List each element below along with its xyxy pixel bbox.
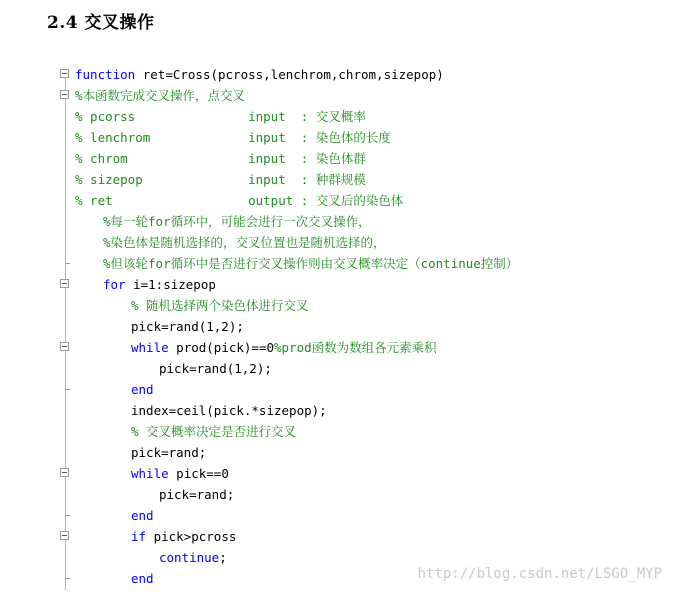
code-line bbox=[0, 484, 674, 505]
code-comment: %但该轮for循环中是否进行交叉操作则由交叉概率决定（continue控制） bbox=[103, 256, 519, 271]
code-text bbox=[159, 547, 227, 568]
code-comment: % sizepop input : 种群规模 bbox=[75, 172, 366, 187]
code-line bbox=[0, 64, 674, 85]
code-text bbox=[131, 505, 154, 526]
code-line bbox=[0, 232, 674, 253]
code-keyword: function bbox=[75, 67, 136, 82]
code-line bbox=[0, 400, 674, 421]
fold-toggle-icon[interactable] bbox=[60, 90, 69, 99]
code-line bbox=[0, 463, 674, 484]
code-line bbox=[0, 379, 674, 400]
code-line bbox=[0, 190, 674, 211]
code-text bbox=[103, 211, 371, 232]
code-text bbox=[103, 274, 216, 295]
section-heading: 2.4 交叉操作 bbox=[47, 13, 155, 33]
code-line bbox=[0, 316, 674, 337]
fold-end-marker bbox=[65, 515, 70, 516]
code-line bbox=[0, 127, 674, 148]
code-text bbox=[131, 379, 154, 400]
code-text bbox=[159, 358, 272, 379]
code-comment: %本函数完成交叉操作，点交叉 bbox=[75, 88, 246, 103]
watermark-url: http://blog.csdn.net/LSGO_MYP bbox=[417, 566, 662, 582]
code-keyword: while bbox=[131, 466, 169, 481]
code-keyword: if bbox=[131, 529, 147, 544]
code-line bbox=[0, 169, 674, 190]
code-text bbox=[131, 316, 244, 337]
code-text bbox=[103, 253, 518, 274]
fold-toggle-icon[interactable] bbox=[60, 342, 69, 351]
code-line bbox=[0, 526, 674, 547]
fold-end-marker bbox=[65, 389, 70, 390]
code-text bbox=[75, 169, 366, 190]
code-comment: % ret output : 交叉后的染色体 bbox=[75, 193, 404, 208]
code-keyword: end bbox=[131, 508, 154, 523]
code-comment: %染色体是随机选择的，交叉位置也是随机选择的， bbox=[103, 235, 386, 250]
code-line bbox=[0, 274, 674, 295]
code-line bbox=[0, 505, 674, 526]
code-text bbox=[103, 232, 386, 253]
code-keyword: while bbox=[131, 340, 169, 355]
code-line bbox=[0, 442, 674, 463]
code-text bbox=[131, 568, 154, 589]
code-token: ret=Cross(pcross,lenchrom,chrom,sizepop) bbox=[135, 67, 444, 82]
code-token: pick=rand; bbox=[131, 445, 207, 460]
code-keyword: end bbox=[131, 382, 154, 397]
code-line bbox=[0, 85, 674, 106]
fold-toggle-icon[interactable] bbox=[60, 531, 69, 540]
code-comment: % pcorss input : 交叉概率 bbox=[75, 109, 366, 124]
code-block bbox=[0, 64, 674, 589]
code-text bbox=[75, 127, 391, 148]
code-text bbox=[131, 337, 437, 358]
code-line bbox=[0, 358, 674, 379]
code-comment: % 随机选择两个染色体进行交叉 bbox=[131, 298, 309, 313]
code-text bbox=[131, 295, 309, 316]
code-token: index=ceil(pick.*sizepop); bbox=[131, 403, 327, 418]
code-text bbox=[131, 463, 229, 484]
code-line bbox=[0, 253, 674, 274]
code-keyword: for bbox=[103, 277, 126, 292]
fold-toggle-icon[interactable] bbox=[60, 69, 69, 78]
code-token: ; bbox=[219, 550, 227, 565]
code-text bbox=[131, 526, 236, 547]
code-text bbox=[75, 85, 245, 106]
code-line bbox=[0, 547, 674, 568]
code-text bbox=[131, 421, 296, 442]
code-line bbox=[0, 148, 674, 169]
code-text bbox=[75, 106, 366, 127]
code-text bbox=[131, 442, 206, 463]
fold-toggle-icon[interactable] bbox=[60, 279, 69, 288]
code-token: i=1:sizepop bbox=[125, 277, 216, 292]
code-comment: % lenchrom input : 染色体的长度 bbox=[75, 130, 391, 145]
code-keyword: continue bbox=[159, 550, 220, 565]
code-comment: %每一轮for循环中，可能会进行一次交叉操作， bbox=[103, 214, 371, 229]
code-token: pick=rand(1,2); bbox=[159, 361, 272, 376]
code-line bbox=[0, 295, 674, 316]
code-line bbox=[0, 106, 674, 127]
code-token: pick>pcross bbox=[146, 529, 237, 544]
code-text bbox=[159, 484, 234, 505]
code-keyword: end bbox=[131, 571, 154, 586]
code-comment: % chrom input : 染色体群 bbox=[75, 151, 366, 166]
code-line bbox=[0, 211, 674, 232]
code-token: prod(pick)==0 bbox=[168, 340, 274, 355]
code-text bbox=[75, 64, 444, 85]
fold-end-marker bbox=[65, 263, 70, 264]
code-comment: %prod函数为数组各元素乘积 bbox=[274, 340, 437, 355]
code-comment: % 交叉概率决定是否进行交叉 bbox=[131, 424, 297, 439]
fold-toggle-icon[interactable] bbox=[60, 468, 69, 477]
code-token: pick=rand(1,2); bbox=[131, 319, 244, 334]
fold-end-marker bbox=[65, 578, 70, 579]
code-line bbox=[0, 421, 674, 442]
code-token: pick==0 bbox=[168, 466, 229, 481]
code-line bbox=[0, 337, 674, 358]
code-text bbox=[131, 400, 327, 421]
code-text bbox=[75, 190, 403, 211]
code-text bbox=[75, 148, 366, 169]
code-token: pick=rand; bbox=[159, 487, 235, 502]
